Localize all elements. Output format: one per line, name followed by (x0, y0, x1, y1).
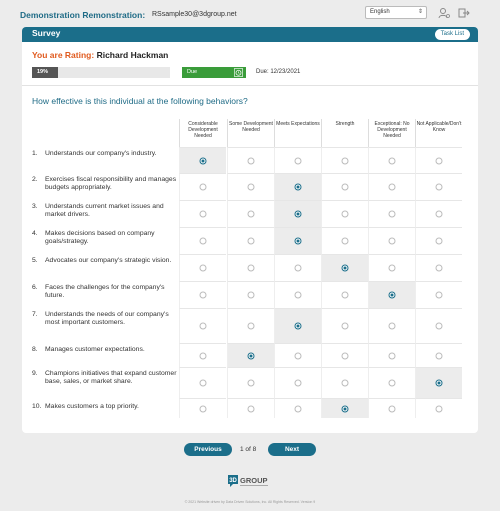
rating-radio[interactable] (200, 265, 207, 272)
next-button[interactable]: Next (268, 443, 316, 456)
rating-cell[interactable] (368, 281, 415, 308)
rating-radio[interactable] (200, 184, 207, 191)
rating-radio[interactable] (200, 323, 207, 330)
rating-cell[interactable] (227, 398, 274, 418)
rating-cell[interactable] (179, 308, 226, 343)
3dgroup-logo (226, 474, 276, 490)
rating-radio[interactable] (342, 184, 349, 191)
rating-radio[interactable] (248, 292, 255, 299)
question-text: Exercises fiscal responsibility and manages budgets appropriately. (45, 176, 177, 191)
user-settings-icon[interactable] (438, 7, 450, 19)
rating-cell[interactable] (179, 343, 226, 367)
rating-radio[interactable] (342, 211, 349, 218)
rating-radio[interactable] (248, 184, 255, 191)
rating-radio[interactable] (436, 323, 443, 330)
rating-radio[interactable] (248, 157, 255, 164)
rating-cell[interactable] (368, 343, 415, 367)
rating-cell[interactable] (321, 227, 368, 254)
divider (22, 85, 478, 86)
rating-cell[interactable] (415, 308, 462, 343)
rating-cell[interactable] (415, 281, 462, 308)
rating-radio[interactable] (200, 157, 207, 164)
rating-cell[interactable] (179, 281, 226, 308)
column-header: Meets Expectations (274, 119, 321, 147)
rating-cell[interactable] (274, 200, 321, 227)
rating-radio[interactable] (436, 352, 443, 359)
ratee-name: Richard Hackman (96, 50, 169, 60)
column-header: Exceptional: No Development Needed (368, 119, 415, 147)
rating-radio[interactable] (389, 238, 396, 245)
question-text: Makes decisions based on company goals/strategy. (45, 230, 155, 245)
rating-radio[interactable] (389, 352, 396, 359)
rating-cell[interactable] (274, 343, 321, 367)
rating-cell[interactable] (274, 227, 321, 254)
column-header: Strength (321, 119, 368, 147)
rating-radio[interactable] (342, 323, 349, 330)
rating-radio[interactable] (389, 323, 396, 330)
rating-radio[interactable] (389, 211, 396, 218)
rating-cell[interactable] (415, 398, 462, 418)
rating-cell[interactable] (227, 147, 274, 173)
rating-cell[interactable] (321, 281, 368, 308)
rating-cell[interactable] (227, 343, 274, 367)
rating-cell[interactable] (368, 147, 415, 173)
user-email: RSsample30@3dgroup.net (152, 11, 237, 18)
rating-radio[interactable] (248, 323, 255, 330)
rating-cell[interactable] (179, 147, 226, 173)
rating-cell[interactable] (321, 308, 368, 343)
rating-radio[interactable] (200, 352, 207, 359)
rating-cell[interactable] (227, 281, 274, 308)
rating-radio[interactable] (389, 292, 396, 299)
question-text: Champions initiatives that expand customer base, sales, or market share. (45, 370, 177, 385)
question-text: Faces the challenges for the company's future. (45, 284, 165, 299)
rating-cell[interactable] (274, 308, 321, 343)
rating-cell[interactable] (274, 147, 321, 173)
question-number: 5. (32, 257, 38, 264)
language-value: English (370, 9, 390, 15)
rating-cell[interactable] (415, 173, 462, 200)
rating-cell[interactable] (227, 200, 274, 227)
rating-radio[interactable] (436, 405, 443, 412)
question-number: 8. (32, 346, 38, 353)
rating-cell[interactable] (227, 173, 274, 200)
svg-text:GROUP: GROUP (240, 476, 268, 485)
rating-radio[interactable] (248, 238, 255, 245)
rating-cell[interactable] (274, 367, 321, 398)
survey-header (22, 27, 478, 42)
rating-cell[interactable] (274, 254, 321, 281)
rating-cell[interactable] (415, 343, 462, 367)
rating-cell[interactable] (415, 147, 462, 173)
question-number: 2. (32, 176, 38, 183)
rating-cell[interactable] (321, 147, 368, 173)
org-title: Demonstration Remonstration: (20, 10, 146, 20)
alarm-clock-icon (234, 68, 243, 77)
rating-cell[interactable] (321, 254, 368, 281)
rating-radio[interactable] (248, 211, 255, 218)
rating-radio[interactable] (342, 352, 349, 359)
progress-bar (32, 67, 170, 78)
rating-cell[interactable] (179, 398, 226, 418)
rating-radio[interactable] (248, 352, 255, 359)
rating-radio[interactable] (436, 380, 443, 387)
rating-radio[interactable] (295, 211, 302, 218)
rating-cell[interactable] (274, 398, 321, 418)
svg-text:3D: 3D (229, 478, 237, 484)
question-text: Advocates our company's strategic vision. (45, 257, 172, 264)
rating-cell[interactable] (368, 367, 415, 398)
question-number: 9. (32, 370, 38, 377)
top-bar (0, 0, 500, 28)
footer-copyright: © 2021 Website driven by Data Driven Solutions, Inc. All Rights Reserved. Version 9 (184, 500, 316, 504)
rating-radio[interactable] (295, 405, 302, 412)
question-number: 7. (32, 311, 38, 318)
rating-radio[interactable] (389, 184, 396, 191)
rating-cell[interactable] (179, 254, 226, 281)
rating-radio[interactable] (295, 157, 302, 164)
rating-radio[interactable] (200, 211, 207, 218)
rating-line (32, 50, 168, 60)
rating-cell[interactable] (179, 173, 226, 200)
due-date: Due: 12/23/2021 (256, 69, 301, 75)
progress-text: 19% (37, 69, 49, 75)
rating-cell[interactable] (321, 343, 368, 367)
rating-cell[interactable] (179, 227, 226, 254)
rating-radio[interactable] (436, 265, 443, 272)
rating-radio[interactable] (248, 265, 255, 272)
rating-radio[interactable] (342, 292, 349, 299)
rating-radio[interactable] (342, 238, 349, 245)
question-text: Makes customers a top priority. (45, 403, 139, 410)
question-text: Understands the needs of our company's most important customers. (45, 311, 169, 326)
rating-radio[interactable] (295, 265, 302, 272)
question-text: Understands current market issues and market drivers. (45, 203, 164, 218)
rating-radio[interactable] (389, 380, 396, 387)
rating-radio[interactable] (436, 211, 443, 218)
rating-cell[interactable] (368, 398, 415, 418)
chevron-updown-icon: ⇕ (417, 9, 423, 15)
survey-card (22, 27, 478, 433)
rating-radio[interactable] (295, 323, 302, 330)
rating-radio[interactable] (436, 238, 443, 245)
rating-radio[interactable] (200, 238, 207, 245)
rating-cell[interactable] (179, 367, 226, 398)
rating-cell[interactable] (415, 227, 462, 254)
rating-cell[interactable] (368, 308, 415, 343)
rating-label: You are Rating: (32, 50, 95, 60)
rating-radio[interactable] (200, 292, 207, 299)
rating-radio[interactable] (295, 380, 302, 387)
rating-radio[interactable] (295, 184, 302, 191)
rating-radio[interactable] (342, 380, 349, 387)
due-label: Due (187, 69, 198, 75)
question-number: 10. (32, 403, 42, 410)
rating-cell[interactable] (227, 308, 274, 343)
rating-cell[interactable] (321, 398, 368, 418)
rating-radio[interactable] (200, 405, 207, 412)
question-number: 3. (32, 203, 38, 210)
rating-cell[interactable] (415, 367, 462, 398)
rating-radio[interactable] (342, 157, 349, 164)
question-title: How effective is this individual at the following behaviors? (32, 96, 248, 106)
rating-radio[interactable] (200, 380, 207, 387)
question-text: Understands our company's industry. (45, 150, 157, 157)
rating-radio[interactable] (389, 405, 396, 412)
column-header: Some Development Needed (227, 119, 274, 147)
rating-cell[interactable] (415, 254, 462, 281)
rating-radio[interactable] (342, 405, 349, 412)
rating-radio[interactable] (436, 157, 443, 164)
page-indicator: 1 of 8 (240, 446, 257, 453)
rating-cell[interactable] (227, 367, 274, 398)
rating-cell[interactable] (274, 173, 321, 200)
rating-radio[interactable] (389, 265, 396, 272)
question-number: 1. (32, 150, 38, 157)
question-text: Manages customer expectations. (45, 346, 145, 353)
logout-icon[interactable] (458, 7, 470, 19)
question-number: 6. (32, 284, 38, 291)
rating-cell[interactable] (274, 281, 321, 308)
task-list-button[interactable]: Task List (435, 29, 470, 40)
rating-radio[interactable] (436, 292, 443, 299)
rating-radio[interactable] (389, 157, 396, 164)
rating-cell[interactable] (321, 200, 368, 227)
question-number: 4. (32, 230, 38, 237)
rating-radio[interactable] (295, 238, 302, 245)
due-badge (182, 67, 246, 78)
rating-radio[interactable] (295, 292, 302, 299)
rating-radio[interactable] (248, 380, 255, 387)
rating-radio[interactable] (295, 352, 302, 359)
survey-title: Survey (32, 28, 61, 38)
rating-cell[interactable] (368, 200, 415, 227)
rating-radio[interactable] (436, 184, 443, 191)
column-header: Not Applicable/Don't Know (415, 119, 462, 147)
column-header: Considerable Development Needed (179, 119, 226, 147)
rating-cell[interactable] (321, 367, 368, 398)
rating-cell[interactable] (179, 200, 226, 227)
rating-cell[interactable] (321, 173, 368, 200)
rating-cell[interactable] (368, 254, 415, 281)
language-select[interactable] (365, 6, 427, 19)
rating-radio[interactable] (248, 405, 255, 412)
rating-cell[interactable] (368, 173, 415, 200)
rating-cell[interactable] (415, 200, 462, 227)
rating-cell[interactable] (227, 227, 274, 254)
rating-cell[interactable] (227, 254, 274, 281)
rating-cell[interactable] (368, 227, 415, 254)
rating-radio[interactable] (342, 265, 349, 272)
previous-button[interactable]: Previous (184, 443, 232, 456)
